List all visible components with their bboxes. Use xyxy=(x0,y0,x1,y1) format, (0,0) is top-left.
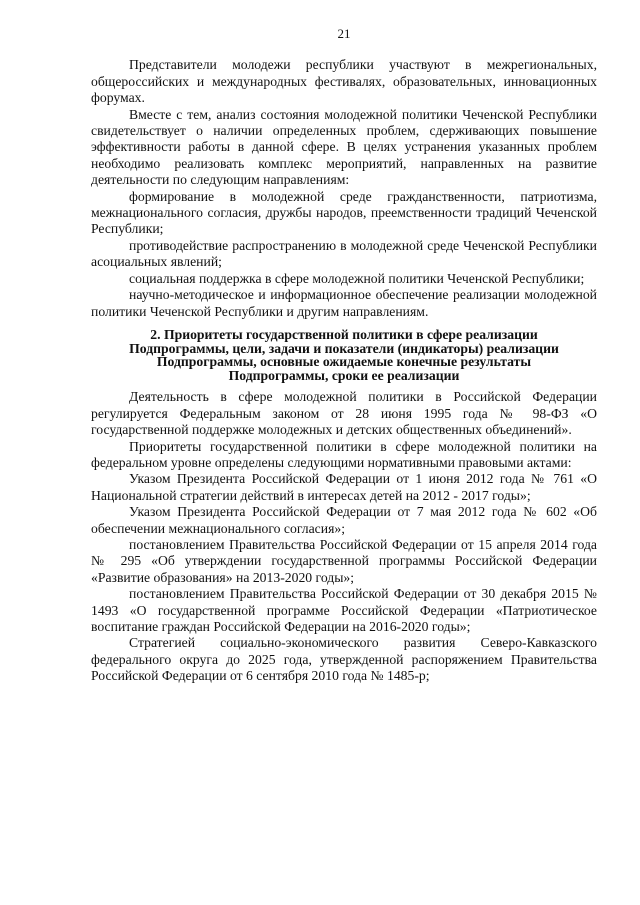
paragraph: Вместе с тем, анализ состояния молодежной политики Чеченской Республики свидетельствует о наличии определенных проблем, сдерживающих повышение эффективности работы в данной сфере. В целях устранения указанных проблем необходимо реализовать комплекс мероприятий, направленных на развитие деятельности по следующим направлениям: xyxy=(91,106,597,188)
section-heading-line: Подпрограммы, цели, задачи и показатели (индикаторы) реализации xyxy=(129,340,559,356)
list-item: Стратегией социально-экономического развития Северо-Кавказского федерального округа до 2025 года, утвержденной распоряжением Правительства Российской Федерации от 6 сентября 2010 года № 1485-р; xyxy=(91,635,597,684)
document-page xyxy=(91,26,597,685)
section-heading-line: Подпрограммы, сроки ее реализации xyxy=(228,367,460,383)
list-item: Указом Президента Российской Федерации от 7 мая 2012 года № 602 «Об обеспечении межнационального согласия»; xyxy=(91,504,597,536)
intro-block xyxy=(91,57,597,320)
list-item: социальная поддержка в сфере молодежной политики Чеченской Республики; xyxy=(129,270,585,286)
list-item: Указом Президента Российской Федерации от 1 июня 2012 года № 761 «О Национальной стратегии действий в интересах детей на 2012 - 2017 годы»; xyxy=(91,471,597,503)
paragraph: Деятельность в сфере молодежной политики в Российской Федерации регулируется Федеральным законом от 28 июня 1995 года № 98-ФЗ «О государственной поддержке молодежных и детских общественных объединений». xyxy=(91,389,597,438)
page-number: 21 xyxy=(337,26,351,41)
section-heading-line: 2. Приоритеты государственной политики в сфере реализации xyxy=(150,326,538,342)
section-block xyxy=(91,389,597,684)
list-item: научно-методическое и информационное обеспечение реализации молодежной политики Чеченской Республики и другим направлениям. xyxy=(91,287,597,319)
section-heading-line: Подпрограммы, основные ожидаемые конечные результаты xyxy=(156,354,532,370)
list-item: постановлением Правительства Российской Федерации от 15 апреля 2014 года № 295 «Об утверждении государственной программы Российской Федерации «Развитие образования» на 2013-2020 годы»; xyxy=(91,536,597,585)
list-item: противодействие распространению в молодежной среде Чеченской Республики асоциальных явлений; xyxy=(91,237,597,270)
paragraph: Представители молодежи республики участвуют в межрегиональных, общероссийских и международных фестивалях, образовательных, инновационных форумах. xyxy=(91,57,597,106)
section-heading xyxy=(91,328,597,382)
paragraph: Приоритеты государственной политики в сфере молодежной политики на федеральном уровне определены следующими нормативными правовыми актами: xyxy=(91,438,597,470)
list-item: формирование в молодежной среде гражданственности, патриотизма, межнационального согласия, дружбы народов, преемственности традиций Чеченской Республики; xyxy=(91,188,597,237)
list-item: постановлением Правительства Российской Федерации от 30 декабря 2015 № 1493 «О государственной программе Российской Федерации «Патриотическое воспитание граждан Российской Федерации на 2016-2020 годы»; xyxy=(91,586,597,634)
